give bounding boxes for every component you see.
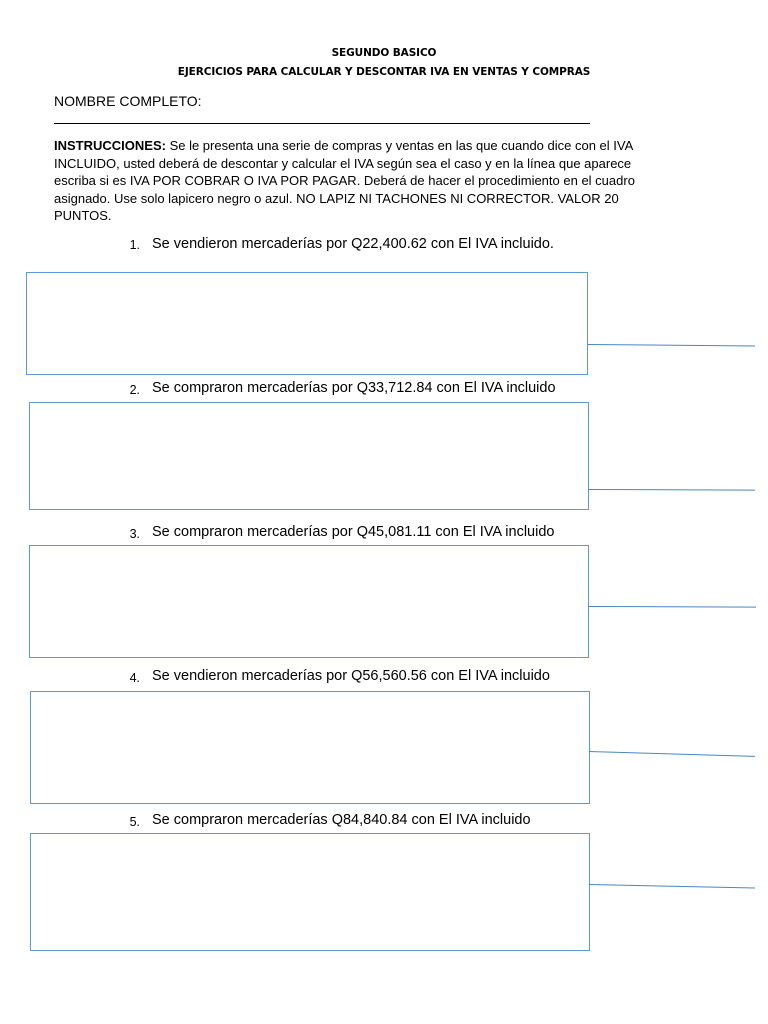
procedure-box[interactable] xyxy=(29,545,589,658)
exercise-number: 3. xyxy=(129,527,140,541)
exercise-text: Se compraron mercaderías por Q33,712.84 con El IVA incluido xyxy=(152,380,556,396)
iva-answer-line[interactable] xyxy=(589,751,755,757)
exercise-text: Se vendieron mercaderías por Q56,560.56 con El IVA incluido xyxy=(152,668,550,684)
grade-title: SEGUNDO BASICO xyxy=(331,47,437,59)
instructions-paragraph xyxy=(54,137,654,225)
exercise-number: 5. xyxy=(129,815,140,829)
name-answer-line[interactable] xyxy=(54,123,590,124)
worksheet-title: EJERCICIOS PARA CALCULAR Y DESCONTAR IVA EN VENTAS Y COMPRAS xyxy=(177,66,591,78)
exercise-text: Se compraron mercaderías Q84,840.84 con El IVA incluido xyxy=(152,812,531,828)
iva-answer-line[interactable] xyxy=(589,884,755,888)
exercise-text: Se vendieron mercaderías por Q22,400.62 con El IVA incluido. xyxy=(152,236,554,252)
exercise-number: 2. xyxy=(129,383,140,397)
procedure-box[interactable] xyxy=(26,272,588,375)
iva-answer-line[interactable] xyxy=(587,344,755,346)
procedure-box[interactable] xyxy=(30,691,590,804)
exercise-number: 1. xyxy=(129,238,140,252)
name-label: NOMBRE COMPLETO: xyxy=(54,93,202,109)
procedure-box[interactable] xyxy=(29,402,589,510)
iva-answer-line[interactable] xyxy=(588,489,755,491)
iva-answer-line[interactable] xyxy=(588,606,756,608)
instructions-lead: INSTRUCCIONES: xyxy=(54,138,166,153)
procedure-box[interactable] xyxy=(30,833,590,951)
exercise-number: 4. xyxy=(129,671,140,685)
exercise-text: Se compraron mercaderías por Q45,081.11 con El IVA incluido xyxy=(152,524,555,540)
instructions-body: Se le presenta una serie de compras y ventas en las que cuando dice con el IVA INCLUIDO, usted deberá de descontar y calcular el IVA según sea el caso y en la línea que aparece escriba si es IVA POR COBRAR O IVA POR PAGAR. Deberá de hacer el procedimiento en el cuadro asignado. Use solo lapicero negro o azul. NO LAPIZ NI TACHONES NI CORRECTOR. VALOR 20 PUNTOS. xyxy=(54,138,635,224)
